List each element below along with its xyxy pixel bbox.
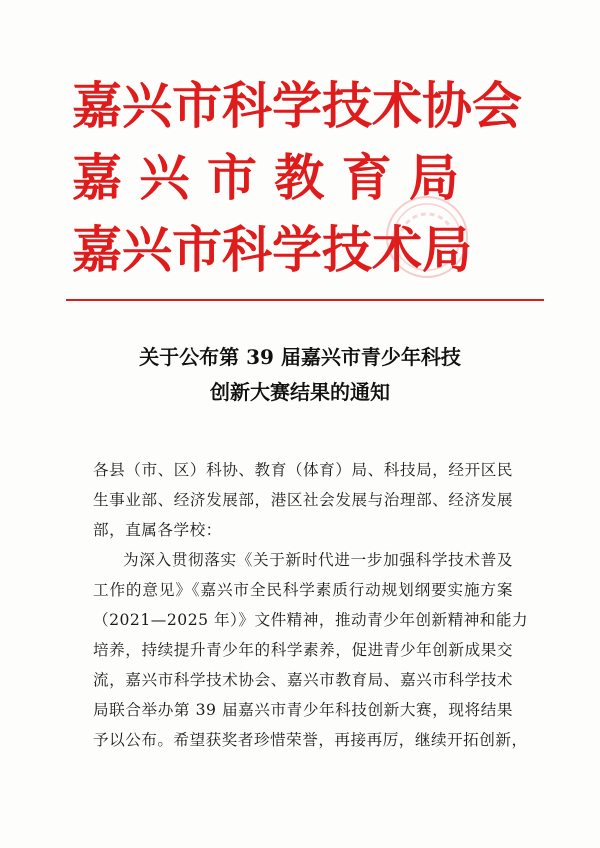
faint-seal-stamp: [386, 196, 468, 278]
addressee-line: 各县（市、区）科协、教育（体育）局、科技局，经开区民: [93, 461, 513, 479]
issuer-education-bureau: 嘉 兴 市 教 育 局: [72, 148, 460, 207]
body-paragraph-line: 为深入贯彻落实《关于新时代进一步加强科学技术普及: [123, 551, 513, 569]
body-paragraph-line: 流，嘉兴市科学技术协会、嘉兴市教育局、嘉兴市科学技术: [93, 671, 513, 689]
issuer-science-association: 嘉兴市科学技术协会: [72, 76, 522, 135]
seal-icon: [388, 198, 466, 276]
body-paragraph-line: 予以公布。希望获奖者珍惜荣誉，再接再厉，继续开拓创新，: [93, 731, 528, 749]
red-header-divider: [66, 299, 544, 301]
addressee-line: 生事业部、经济发展部，港区社会发展与治理部、经济发展: [93, 491, 513, 509]
body-paragraph-line: 培养，持续提升青少年的科学素养，促进青少年创新成果交: [93, 641, 513, 659]
addressee-line: 部，直属各学校：: [93, 521, 222, 539]
body-paragraph-line: 工作的意见》《嘉兴市全民科学素质行动规划纲要实施方案: [93, 581, 513, 599]
issuer-science-bureau: 嘉兴市科学技术局: [72, 220, 472, 279]
notice-title-line-1: 关于公布第 39 届嘉兴市青少年科技: [139, 345, 461, 369]
body-paragraph-line: （2021—2025 年）》文件精神，推动青少年创新精神和能力: [93, 611, 529, 629]
issuing-authorities: [72, 70, 542, 286]
body-paragraph-line: 局联合举办第 39 届嘉兴市青少年科技创新大赛，现将结果: [93, 701, 513, 719]
notice-title-line-2: 创新大赛结果的通知: [210, 380, 390, 404]
